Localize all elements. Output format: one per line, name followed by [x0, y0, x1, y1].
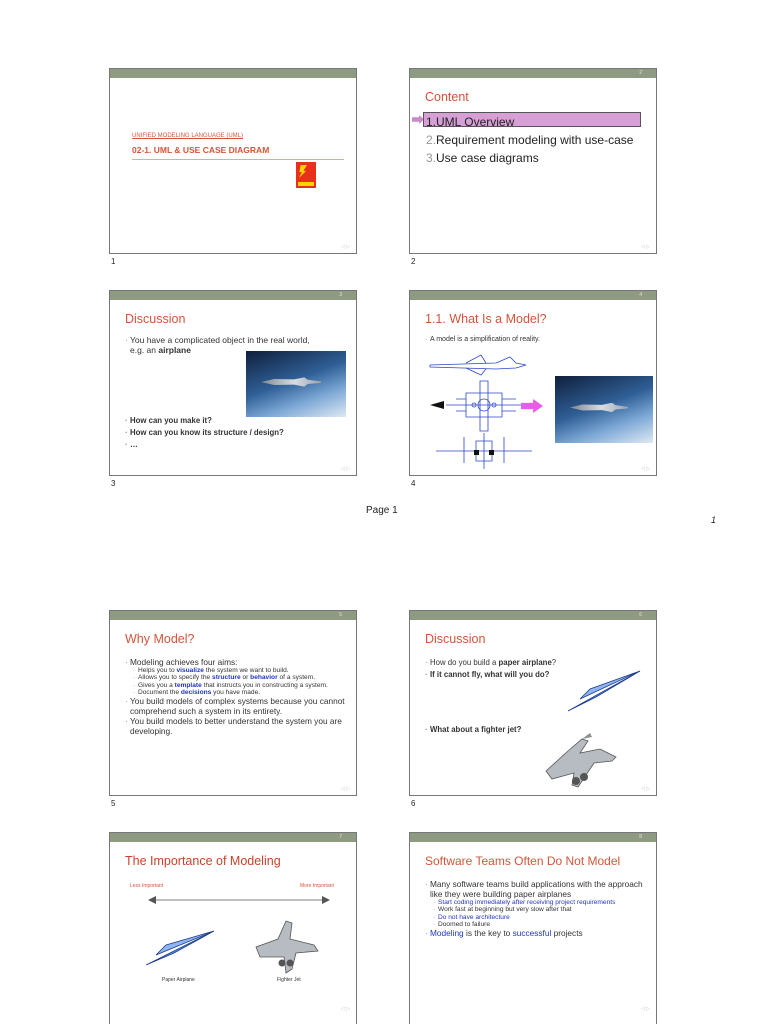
slide-body [425, 335, 646, 345]
slide-number: 4 [411, 479, 416, 488]
slide-footer: ◁ ▷ [340, 466, 350, 472]
page-number: 1 [711, 515, 717, 525]
slide-header-bar [410, 291, 656, 300]
slide-1 [109, 68, 357, 254]
airplane-photo [555, 376, 653, 443]
slide-header-bar [410, 69, 656, 78]
slide-title: The Importance of Modeling [125, 854, 281, 868]
slide-header-bar [110, 291, 356, 300]
question-list [125, 415, 346, 451]
bullet: · How do you build a paper airplane? [425, 657, 646, 669]
slide-footer: ◁ ▷ [640, 786, 650, 792]
content-item-label: Use case diagrams [436, 151, 539, 165]
content-item-label: Requirement modeling with use-case [436, 133, 634, 147]
bullet: · What about a fighter jet? [425, 725, 646, 735]
fighter-jet-icon [252, 917, 322, 975]
bullet: · You have a complicated object in the real world, e.g. an airplane [125, 335, 346, 355]
slide-5 [109, 610, 357, 796]
content-item [426, 131, 633, 149]
slide-4 [409, 290, 657, 476]
image-caption: Paper Airplane [162, 977, 195, 983]
paper-airplane-icon [144, 929, 216, 967]
slide-footer: ◁ ▷ [640, 1006, 650, 1012]
bullet: · Many software teams build applications with the approach like they were building paper airplanes [425, 879, 646, 899]
slide-number: 2 [411, 257, 416, 266]
divider [132, 159, 344, 160]
slide-header-number: 4 [639, 292, 642, 298]
airplane-photo [246, 351, 346, 417]
slide-header-number: 7 [339, 834, 342, 840]
importance-scale-arrow [148, 895, 330, 905]
content-item-number: 1. [426, 115, 437, 129]
slide-3 [109, 290, 357, 476]
slide-7 [109, 832, 357, 1024]
airplane-blueprint [426, 351, 542, 471]
slide-body [425, 879, 646, 938]
slide-title: Discussion [125, 312, 186, 326]
slide-footer: ◁ ▷ [340, 244, 350, 250]
slide-number: 6 [411, 799, 416, 808]
sub-bullet: · Document the decisions you have made. [133, 689, 346, 696]
slide-title: Content [425, 90, 469, 104]
university-logo [296, 162, 316, 188]
sub-bullet: · Helps you to visualize the system we want to build. [133, 667, 346, 674]
content-item [426, 149, 633, 167]
slide-footer: ◁ ▷ [640, 466, 650, 472]
scale-label-low: Less Important [130, 883, 164, 889]
slide-header-bar [110, 69, 356, 78]
slide-body [125, 657, 346, 736]
sub-bullet: · Allows you to specify the structure or behavior of a system. [133, 674, 346, 681]
slide-8 [409, 832, 657, 1024]
scale-label-high: More Important [300, 883, 334, 889]
bullet: · … [125, 439, 346, 451]
content-list [426, 113, 633, 167]
slide-title: Why Model? [125, 632, 195, 646]
fighter-jet-icon [538, 731, 622, 791]
page-label: Page 1 [366, 505, 398, 516]
slide-number: 3 [111, 479, 116, 488]
content-item-number: 3. [426, 151, 437, 165]
slide-footer: ◁ ▷ [340, 1006, 350, 1012]
sub-bullet: · Work fast at beginning but very slow after that [433, 906, 646, 913]
slide-header-bar [110, 611, 356, 620]
slide-footer: ◁ ▷ [640, 244, 650, 250]
bullet: · You build models to better understand the system you are developing. [125, 716, 346, 736]
bullet: · A model is a simplification of reality. [425, 335, 646, 345]
bullet: · You build models of complex systems because you cannot comprehend such a system in its entirety. [125, 696, 346, 716]
slide-number: 1 [111, 257, 116, 266]
sub-bullet: · Gives you a template that instructs you in constructing a system. [133, 682, 346, 689]
slide-header-number: 3 [339, 292, 342, 298]
slide-header-bar [410, 833, 656, 842]
content-item-label: UML Overview [436, 115, 515, 129]
slide-number: 5 [111, 799, 116, 808]
sub-bullet: · Doomed to failure [433, 921, 646, 928]
slide-header-bar [110, 833, 356, 842]
slide-header-bar [410, 611, 656, 620]
slide-header-number: 6 [639, 612, 642, 618]
bullet: · Modeling achieves four aims: [125, 657, 346, 667]
slide-header-number: 2 [639, 70, 642, 76]
sub-bullet: · Start coding immediately after receiving project requirements [433, 899, 646, 906]
slide-subtitle: UNIFIED MODELING LANGUAGE (UML) [132, 133, 244, 139]
paper-airplane-icon [566, 669, 642, 713]
image-caption: Fighter Jet [277, 977, 301, 983]
content-item [426, 113, 633, 131]
slide-title: Software Teams Often Do Not Model [425, 854, 621, 868]
slide-header-number: 8 [639, 834, 642, 840]
bullet: · How can you know its structure / design? [125, 427, 346, 439]
slide-title: 1.1. What Is a Model? [425, 312, 547, 326]
slide-2 [409, 68, 657, 254]
slide-header-number: 5 [339, 612, 342, 618]
slide-footer: ◁ ▷ [340, 786, 350, 792]
slide-title: Discussion [425, 632, 486, 646]
bullet: · If it cannot fly, what will you do? [425, 669, 646, 681]
content-item-number: 2. [426, 133, 437, 147]
bullet: · Modeling is the key to successful projects [425, 928, 646, 938]
bullet: · How can you make it? [125, 415, 346, 427]
slide-6 [409, 610, 657, 796]
sub-bullet: · Do not have architecture [433, 914, 646, 921]
slide-title: 02-1. UML & USE CASE DIAGRAM [132, 145, 270, 155]
